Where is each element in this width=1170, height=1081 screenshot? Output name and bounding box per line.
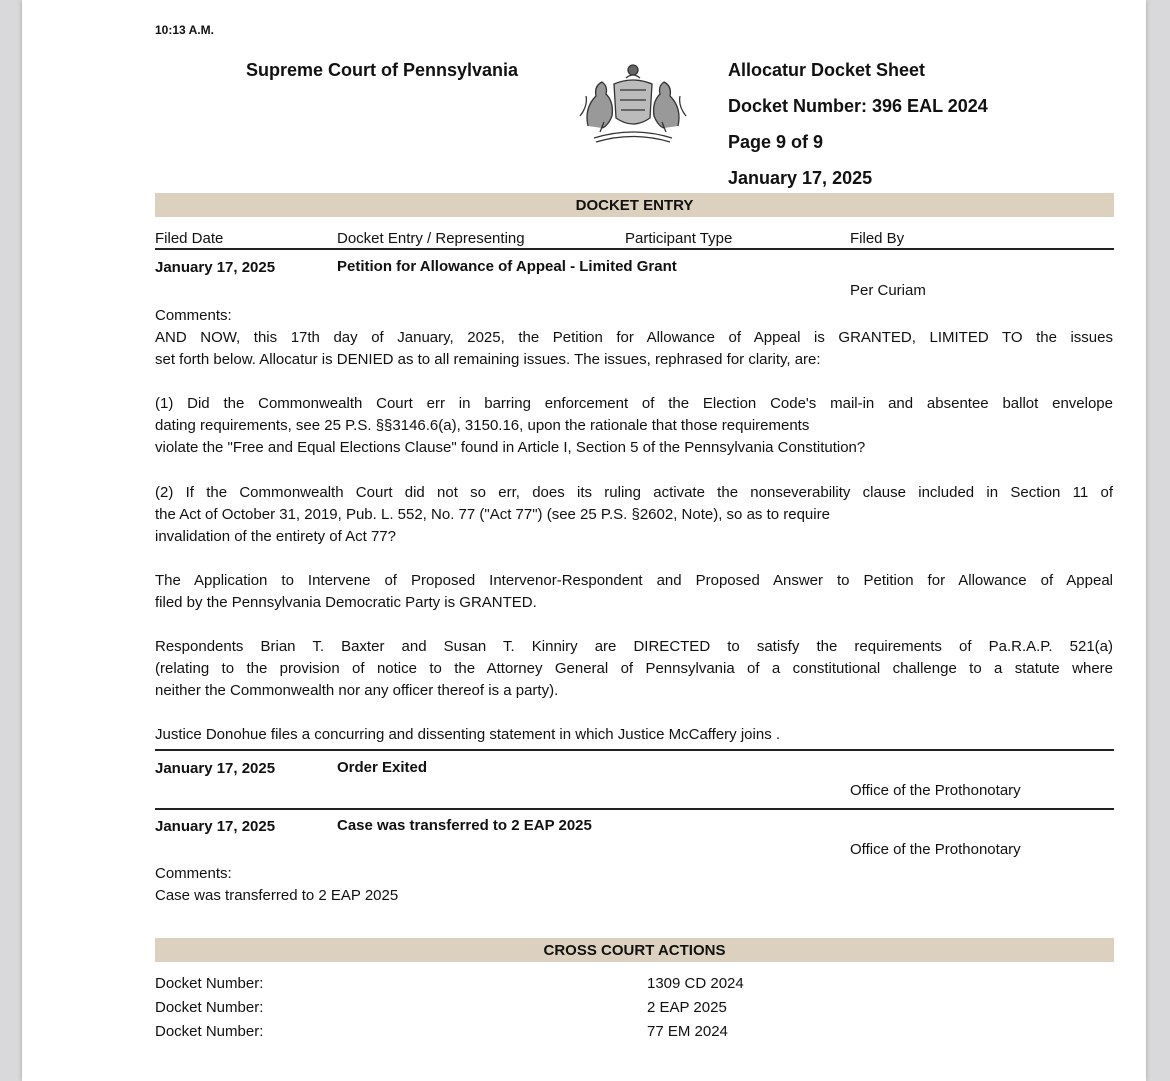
entry-3-filed-by: Office of the Prothonotary: [850, 841, 1021, 858]
entry-1-filed-by: Per Curiam: [850, 282, 926, 299]
entry-divider: [155, 808, 1114, 810]
cross-court-value: 77 EM 2024: [647, 1023, 728, 1040]
comment-line: The Application to Intervene of Proposed Intervenor-Respondent and Proposed Answer to Petition for Allowance of Appeal: [155, 572, 1113, 589]
comment-line: dating requirements, see 25 P.S. §§3146.6(a), 3150.16, upon the rationale that those requirements: [155, 417, 810, 434]
entry-3-title: Case was transferred to 2 EAP 2025: [337, 817, 592, 834]
entry-2-filed-by: Office of the Prothonotary: [850, 782, 1021, 799]
entry-1-comments-label: Comments:: [155, 307, 232, 324]
column-filed-date: Filed Date: [155, 230, 224, 247]
comment-line: (2) If the Commonwealth Court did not so err, does its ruling activate the nonseverability clause included in Section 11 of: [155, 484, 1113, 501]
entry-1-title: Petition for Allowance of Appeal - Limited Grant: [337, 258, 677, 275]
comment-line: AND NOW, this 17th day of January, 2025, the Petition for Allowance of Appeal is GRANTED, LIMITED TO the issues: [155, 329, 1113, 346]
entry-1-directive: [155, 636, 1113, 702]
entry-2-date: January 17, 2025: [155, 760, 276, 777]
cross-court-label: Docket Number:: [155, 999, 264, 1016]
comment-line: (relating to the provision of notice to the Attorney General of Pennsylvania of a constitutional challenge to a statute where: [155, 660, 1113, 677]
comment-line: invalidation of the entirety of Act 77?: [155, 528, 396, 545]
comment-line: violate the "Free and Equal Elections Clause" found in Article I, Section 5 of the Pennsylvania Constitution?: [155, 439, 866, 456]
entry-divider: [155, 749, 1114, 751]
page-number: Page 9 of 9: [728, 132, 824, 152]
comment-line: Justice Donohue files a concurring and dissenting statement in which Justice McCaffery joins .: [155, 726, 781, 743]
court-name: Supreme Court of Pennsylvania: [246, 60, 519, 80]
entry-3-comment: Case was transferred to 2 EAP 2025: [155, 887, 399, 904]
entry-3-comments-label: Comments:: [155, 865, 232, 882]
docket-number: Docket Number: 396 EAL 2024: [728, 96, 988, 116]
column-participant-type: Participant Type: [625, 230, 733, 247]
sheet-title: Allocatur Docket Sheet: [728, 60, 926, 80]
cross-court-value: 2 EAP 2025: [647, 999, 727, 1016]
cross-court-label: Docket Number:: [155, 975, 264, 992]
comment-line: the Act of October 31, 2019, Pub. L. 552, No. 77 ("Act 77") (see 25 P.S. §2602, Note), so as to require: [155, 506, 830, 523]
entry-1-comment-block-1: [155, 327, 1113, 371]
entry-3-date: January 17, 2025: [155, 818, 276, 835]
cross-court-value: 1309 CD 2024: [647, 975, 744, 992]
cross-court-header: CROSS COURT ACTIONS: [155, 938, 1114, 962]
entry-1-intervene: [155, 570, 1113, 614]
entry-1-issue-1: [155, 393, 1113, 459]
document-page: [22, 0, 1146, 1081]
comment-line: set forth below. Allocatur is DENIED as to all remaining issues. The issues, rephrased for clarity, are:: [155, 351, 821, 368]
column-filed-by: Filed By: [850, 230, 905, 247]
print-time: 10:13 A.M.: [155, 23, 214, 37]
comment-line: (1) Did the Commonwealth Court err in barring enforcement of the Election Code's mail-in and absentee ballot envelope: [155, 395, 1113, 412]
column-divider: [155, 248, 1114, 250]
comment-line: Respondents Brian T. Baxter and Susan T. Kinniry are DIRECTED to satisfy the requirements of Pa.R.A.P. 521(a): [155, 638, 1113, 655]
comment-line: neither the Commonwealth nor any officer thereof is a party).: [155, 682, 559, 699]
docket-entry-header: DOCKET ENTRY: [155, 193, 1114, 217]
entry-1-issue-2: [155, 482, 1113, 548]
column-docket-entry: Docket Entry / Representing: [337, 230, 525, 247]
comment-line: filed by the Pennsylvania Democratic Party is GRANTED.: [155, 594, 537, 611]
entry-1-statement: [155, 724, 1113, 746]
entry-1-date: January 17, 2025: [155, 259, 276, 276]
entry-2-title: Order Exited: [337, 759, 428, 776]
sheet-date: January 17, 2025: [728, 168, 873, 188]
pennsylvania-seal-icon: [574, 56, 692, 144]
cross-court-label: Docket Number:: [155, 1023, 264, 1040]
